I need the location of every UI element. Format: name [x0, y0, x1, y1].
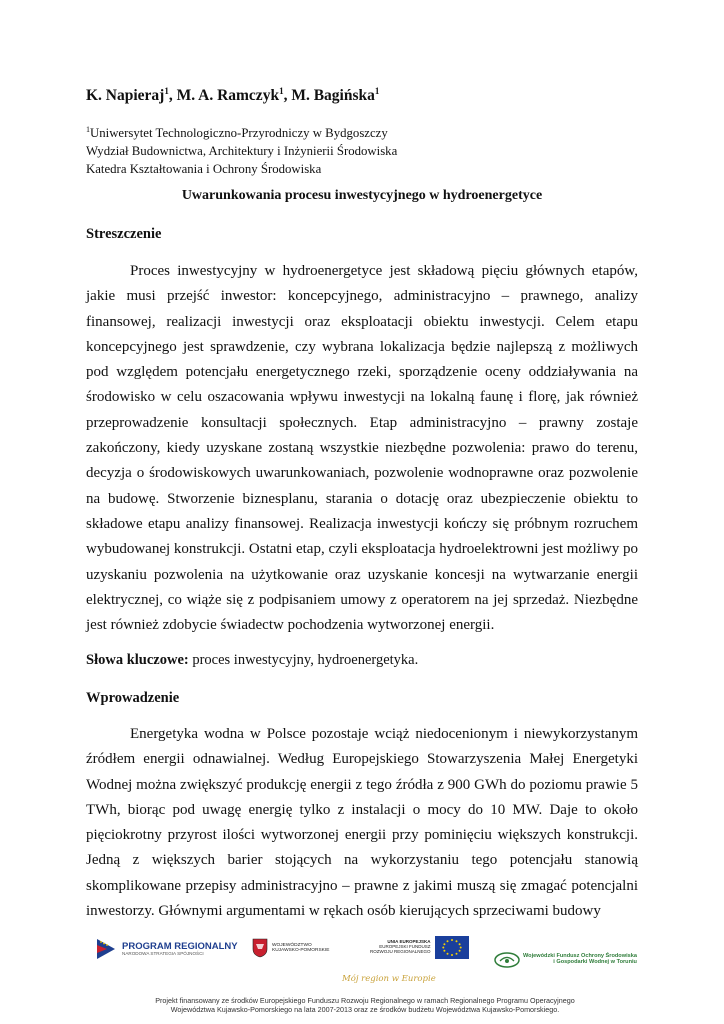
author-affiliation-mark: 1: [374, 86, 380, 96]
coat-of-arms-icon: [252, 938, 268, 958]
abstract-paragraph: Proces inwestycyjny w hydroenergetyce jest składową pięciu głównych etapów, jakie musi przejść inwestor: koncepcyjnego, administracyjno – prawnego, analizy finansowej, realizacji inwestycji oraz eksploatacji obiektu inwestycji. Celem etapu koncepcyjnego jest sprawdzenie, czy wybrana lokalizacja będzie najlepszą z możliwych pod względem potencjału energetycznego rzeki, sporządzenie oceny oddziaływania na środowisko w celu oszacowania wpływu inwestycji na lokalną faunę i florę, jak również przeprowadzenie konsultacji społecznych. Etap administracyjno – prawny zostaje zakończony, kiedy uzyskane zostaną wszystkie niezbędne pozwolenia: prawo do terenu, decyzja o środowiskowych uwarunkowaniach, pozwolenie wodnoprawne oraz pozwolenie na budowę. Stworzenie biznesplanu, starania o dotację oraz ubezpieczenie obiektu to składowe etapu analizy finansowej. Realizacja inwestycji kończy się próbnym rozruchem wybudowanej konstrukcji. Ostatni etap, czyli eksploatacja hydroelektrowni jest możliwy po uzyskaniu pozwolenia na użytkowanie oraz uzyskanie koncesji na wytwarzanie energii elektrycznej, co wiąże się z podpisaniem umowy z operatorem na jej sprzedaż. Niezbędne jest również zdobycie świadectw pochodzenia wytworzonej energii.: [86, 263, 638, 634]
eu-line3: ROZWOJU REGIONALNEGO: [370, 948, 431, 954]
funding-note-line1: Projekt finansowany ze środków Europejskiego Funduszu Rozwoju Regionalnego w ramach Regionalnego Programu Operacyjnego: [155, 996, 575, 1005]
fund-emblem-icon: [494, 952, 520, 968]
keywords-text: proces inwestycyjny, hydroenergetyka.: [188, 652, 419, 668]
author-separator: ,: [283, 87, 292, 104]
program-regionalny-logo: [94, 936, 238, 962]
eu-line2: EUROPEJSKI FUNDUSZ: [379, 944, 431, 950]
footer-logos: [80, 934, 650, 1018]
fund-line2: i Gospodarki Wodnej w Toruniu: [553, 959, 637, 965]
eu-flag-icon: [435, 936, 469, 959]
keywords-label: Słowa kluczowe:: [86, 652, 189, 668]
affiliation-mark: 1: [86, 125, 90, 134]
program-regionalny-subtitle: NARODOWA STRATEGIA SPÓJNOŚCI: [122, 950, 204, 956]
slogan: Mój region w Europie: [342, 974, 436, 984]
affiliation-line: [86, 121, 397, 142]
eu-logo: [370, 936, 469, 959]
affiliation-university: Uniwersytet Technologiczno-Przyrodniczy w Bydgoszczy: [90, 126, 388, 140]
author-affiliation-mark: 1: [279, 86, 284, 96]
author-affiliation-mark: 1: [164, 86, 169, 96]
affiliation-block: [86, 121, 397, 178]
program-regionalny-emblem-icon: [94, 936, 118, 962]
program-regionalny-title: PROGRAM REGIONALNY: [122, 940, 238, 952]
eu-line1: UNIA EUROPEJSKA: [387, 939, 431, 945]
abstract-heading: Streszczenie: [86, 226, 162, 242]
fund-logo: [494, 952, 637, 968]
author-name: K. Napieraj: [86, 87, 165, 104]
keywords-line: [86, 652, 418, 669]
funding-note-line2: Województwa Kujawsko-Pomorskiego na lata 2007-2013 oraz ze środków budżetu Województwa Kujawsko-Pomorskiego.: [170, 1005, 560, 1014]
fund-line1: Wojewódzki Fundusz Ochrony Środowiska: [523, 953, 637, 960]
voivodeship-line1: WOJEWÓDZTWO: [272, 942, 312, 948]
author-separator: ,: [168, 87, 177, 104]
author-list: [86, 86, 379, 105]
voivodeship-line2: KUJAWSKO-POMORSKIE: [272, 948, 330, 953]
affiliation-faculty: Wydział Budownictwa, Architektury i Inżynierii Środowiska: [86, 144, 398, 158]
author-name: M. Bagińska: [291, 87, 375, 104]
voivodeship-logo: [252, 938, 329, 958]
affiliation-department: Katedra Kształtowania i Ochrony Środowiska: [86, 162, 322, 176]
introduction-heading: Wprowadzenie: [86, 690, 180, 706]
paper-title: Uwarunkowania procesu inwestycyjnego w hydroenergetyce: [181, 188, 543, 203]
author-name: M. A. Ramczyk: [176, 87, 280, 104]
introduction-paragraph: Energetyka wodna w Polsce pozostaje wciąż niedocenionym i niewykorzystanym źródłem energii odnawialnej. Według Europejskiego Stowarzyszenia Małej Energetyki Wodnej można zwiększyć produkcję energii z tego źródła z 900 GWh do poziomu prawie 5 TWh, biorąc pod uwagę energię tylko z instalacji o mocy do 10 MW. Daje to około pięciokrotny przyrost ilości wytworzonej energii przy pominięciu większych konstrukcji. Jedną z większych barier stojących na wykorzystaniu tego potencjału stanowią skomplikowane przepisy administracyjno – prawne z jakimi muszą się zmagać potencjalni inwestorzy. Głównymi argumentami w rękach osób kierujących sprzeciwami budowy: [86, 726, 638, 920]
